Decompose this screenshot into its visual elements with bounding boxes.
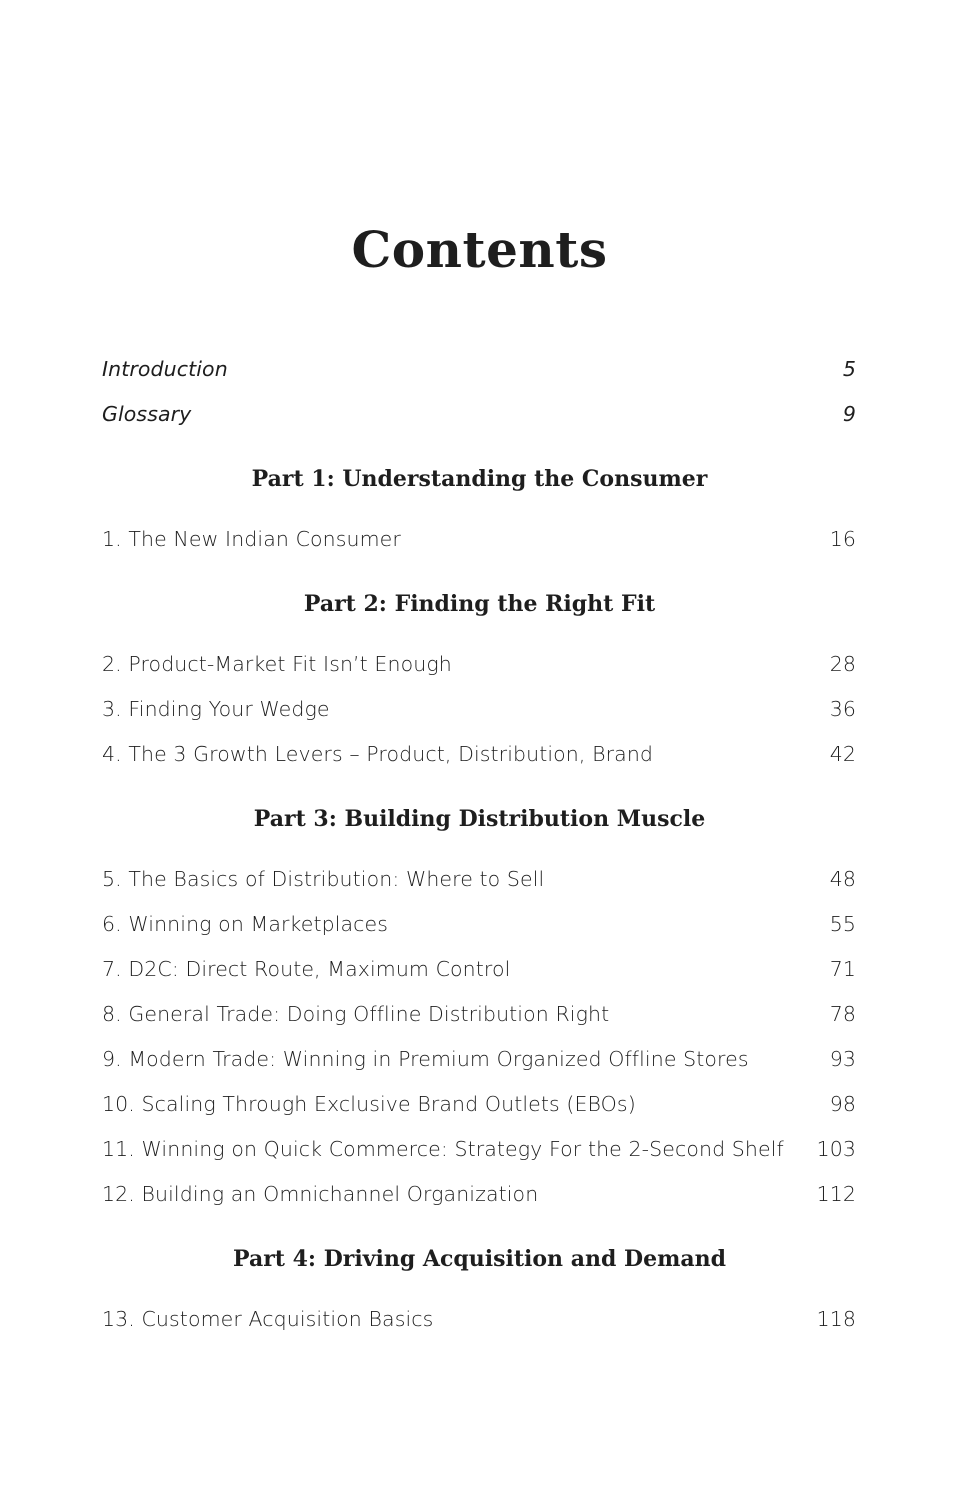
toc-entry-chapter-7[interactable] xyxy=(102,954,856,984)
toc-entry-page: 9 xyxy=(842,402,856,426)
toc-entry-page: 103 xyxy=(816,1137,856,1161)
toc-entry-label: 12. Building an Omnichannel Organization xyxy=(102,1182,539,1206)
toc-entry-chapter-9[interactable] xyxy=(102,1044,856,1074)
toc-entry-label: 4. The 3 Growth Levers – Product, Distribution, Brand xyxy=(102,742,654,766)
part-heading-1: Part 1: Understanding the Consumer xyxy=(251,466,708,492)
toc-entry-chapter-1[interactable] xyxy=(102,524,856,554)
toc-entry-label: 8. General Trade: Doing Offline Distribution Right xyxy=(102,1002,610,1026)
part-heading-4: Part 4: Driving Acquisition and Demand xyxy=(233,1246,726,1272)
toc-entry-label: 10. Scaling Through Exclusive Brand Outlets (EBOs) xyxy=(102,1092,636,1116)
toc-entry-chapter-4[interactable] xyxy=(102,739,856,769)
toc-entry-page: 112 xyxy=(816,1182,856,1206)
toc-entry-page: 55 xyxy=(829,912,856,936)
toc-entry-page: 78 xyxy=(829,1002,856,1026)
toc-entry-chapter-3[interactable] xyxy=(102,694,856,724)
toc-entry-label: Glossary xyxy=(102,402,192,426)
toc-entry-introduction[interactable] xyxy=(102,354,856,384)
toc-entry-label: 7. D2C: Direct Route, Maximum Control xyxy=(102,957,511,981)
toc-entry-label: 2. Product-Market Fit Isn’t Enough xyxy=(102,652,452,676)
toc-entry-label: 5. The Basics of Distribution: Where to Sell xyxy=(102,867,545,891)
part-heading-2: Part 2: Finding the Right Fit xyxy=(303,591,656,617)
toc-entry-label: Introduction xyxy=(102,357,228,381)
page-title: Contents xyxy=(351,220,608,279)
toc-entry-page: 48 xyxy=(829,867,856,891)
toc-entry-chapter-6[interactable] xyxy=(102,909,856,939)
toc-entry-page: 93 xyxy=(829,1047,856,1071)
toc-entry-page: 42 xyxy=(829,742,856,766)
toc-entry-label: 3. Finding Your Wedge xyxy=(102,697,330,721)
toc-entry-label: 1. The New Indian Consumer xyxy=(102,527,401,551)
toc-entry-chapter-12[interactable] xyxy=(102,1179,856,1209)
toc-entry-page: 16 xyxy=(829,527,856,551)
toc-entry-label: 6. Winning on Marketplaces xyxy=(102,912,389,936)
toc-entry-glossary[interactable] xyxy=(102,399,856,429)
toc-entry-page: 71 xyxy=(829,957,856,981)
toc-entry-chapter-2[interactable] xyxy=(102,649,856,679)
toc-entry-page: 5 xyxy=(842,357,856,381)
toc-entry-page: 36 xyxy=(829,697,856,721)
toc-entry-page: 98 xyxy=(829,1092,856,1116)
toc-entry-page: 28 xyxy=(829,652,856,676)
toc-entry-chapter-11[interactable] xyxy=(102,1134,856,1164)
toc-entry-label: 11. Winning on Quick Commerce: Strategy For the 2-Second Shelf xyxy=(102,1137,784,1161)
toc-entry-chapter-5[interactable] xyxy=(102,864,856,894)
toc-entry-chapter-13[interactable] xyxy=(102,1304,856,1334)
toc-entry-label: 13. Customer Acquisition Basics xyxy=(102,1307,434,1331)
part-heading-3: Part 3: Building Distribution Muscle xyxy=(253,806,706,832)
toc-entry-page: 118 xyxy=(816,1307,856,1331)
toc-entry-chapter-8[interactable] xyxy=(102,999,856,1029)
toc-entry-chapter-10[interactable] xyxy=(102,1089,856,1119)
toc-entry-label: 9. Modern Trade: Winning in Premium Organized Offline Stores xyxy=(102,1047,749,1071)
